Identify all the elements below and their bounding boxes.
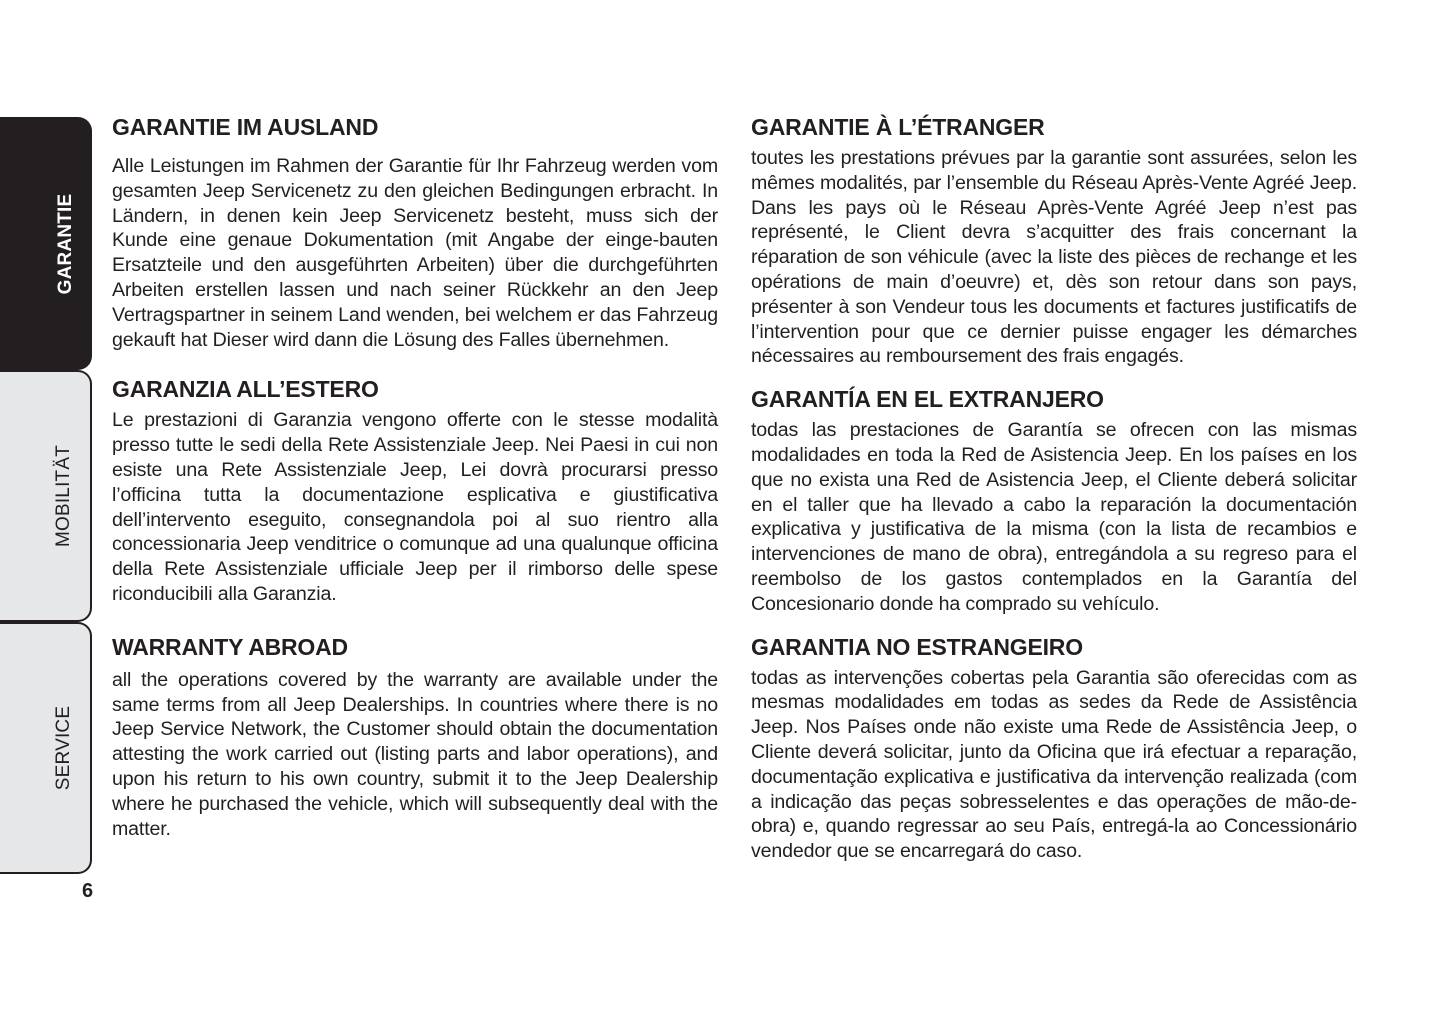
- section-body: Le prestazioni di Garanzia vengono offerte con le stesse modalità presso tutte le sedi della Rete Assistenziale Jeep. Nei Paesi in cui non esiste una Rete Assistenziale Jeep, Lei dovrà procurarsi presso l’officina tutta la documentazione esplicativa e giustificativa dell’intervento eseguito, consegnandola poi al suo rientro alla concessionaria Jeep venditrice o comunque ad una qualunque officina della Rete Assistenziale ufficiale Jeep per il rimborso delle spese riconducibili alla Garanzia.: [112, 409, 718, 605]
- section-heading: GARANTIE IM AUSLAND: [112, 114, 379, 140]
- tab-label: MOBILITÄT: [53, 444, 74, 548]
- page-number: 6: [82, 880, 94, 902]
- tab-label: GARANTIE: [55, 193, 76, 294]
- section-body: Alle Leistungen im Rahmen der Garantie für Ihr Fahrzeug werden vom gesamten Jeep Servicenetz zu den gleichen Bedingungen erbracht. In Ländern, in denen kein Jeep Servicenetz besteht, muss sich der Kunde eine genaue Dokumentation (mit Angabe der einge-bauten Ersatzteile und den ausgeführten Arbeiten) über die durchgeführten Arbeiten erstellen lassen und nach seiner Rückkehr an den Jeep Vertragspartner in seinem Land wenden, bei welchem er das Fahrzeug gekauft hat Dieser wird dann die Lösung des Falles übernehmen.: [112, 155, 718, 351]
- section-body: todas las prestaciones de Garantía se ofrecen con las mismas modalidades en toda la Red de Asistencia Jeep. En los países en los que no exista una Red de Asistencia Jeep, el Cliente deberá solicitar en el taller que ha llevado a cabo la reparación la documentación explicativa y justificativa de la misma (con la lista de recambios e intervenciones de mano de obra), entregándola a su regreso para el reembolso de los gastos contemplados en la Garantía del Concesionario donde ha comprado su vehículo.: [751, 419, 1357, 615]
- section-heading: GARANTÍA EN EL EXTRANJERO: [751, 386, 1104, 413]
- section-portuguese: [751, 634, 1357, 864]
- section-italian: [112, 376, 718, 606]
- left-column: [112, 114, 718, 841]
- section-heading: GARANTIE À L’ÉTRANGER: [751, 114, 1045, 140]
- section-heading: GARANTIA NO ESTRANGEIRO: [751, 633, 1083, 660]
- section-spanish: [751, 386, 1357, 616]
- right-column: [751, 114, 1357, 864]
- tab-label: SERVICE: [53, 705, 74, 791]
- section-body: toutes les prestations prévues par la garantie sont assurées, selon les mêmes modalités, par l’ensemble du Réseau Après-Vente Agréé Jeep. Dans les pays où le Réseau Après-Vente Agréé Jeep n’est pas représenté, le Client devra s’acquitter des frais concernant la réparation de son véhicule (avec la liste des pièces de rechange et les opérations de main d’oeuvre) et, dès son retour dans son pays, présenter à son Vendeur tous les documents et factures justificatifs de l’intervention pour que ce dernier puisse engager les démarches nécessaires au remboursement des frais engagés.: [751, 147, 1357, 368]
- tab-garantie[interactable]: [0, 117, 92, 370]
- section-body: all the operations covered by the warranty are available under the same terms from all Jeep Dealerships. In countries where there is no Jeep Service Network, the Customer should obtain the documentation attesting the work carried out (listing parts and labor operations), and upon his return to his own country, submit it to the Jeep Dealership where he purchased the vehicle, which will subsequently deal with the matter.: [112, 668, 718, 840]
- tab-mobilitaet[interactable]: [0, 370, 92, 622]
- section-body: todas as intervenções cobertas pela Garantia são oferecidas com as mesmas modalidades em todas as sedes da Rede de Assistência Jeep. Nos Países onde não existe uma Rede de Assistência Jeep, o Cliente deverá solicitar, junto da Oficina que irá efectuar a reparação, documentação explicativa e justificativa da intervenção realizada (com a indicação das peças sobresselentes e das operações de mão-de-obra) e, quando regressar ao seu País, entregá-la ao Concessionário vendedor que se encarregará do caso.: [751, 666, 1357, 863]
- section-german: [112, 114, 718, 352]
- section-french: [751, 114, 1357, 369]
- section-heading: WARRANTY ABROAD: [112, 633, 348, 660]
- tab-service[interactable]: [0, 622, 92, 874]
- section-english: [112, 634, 718, 842]
- section-heading: GARANZIA ALL’ESTERO: [112, 376, 379, 403]
